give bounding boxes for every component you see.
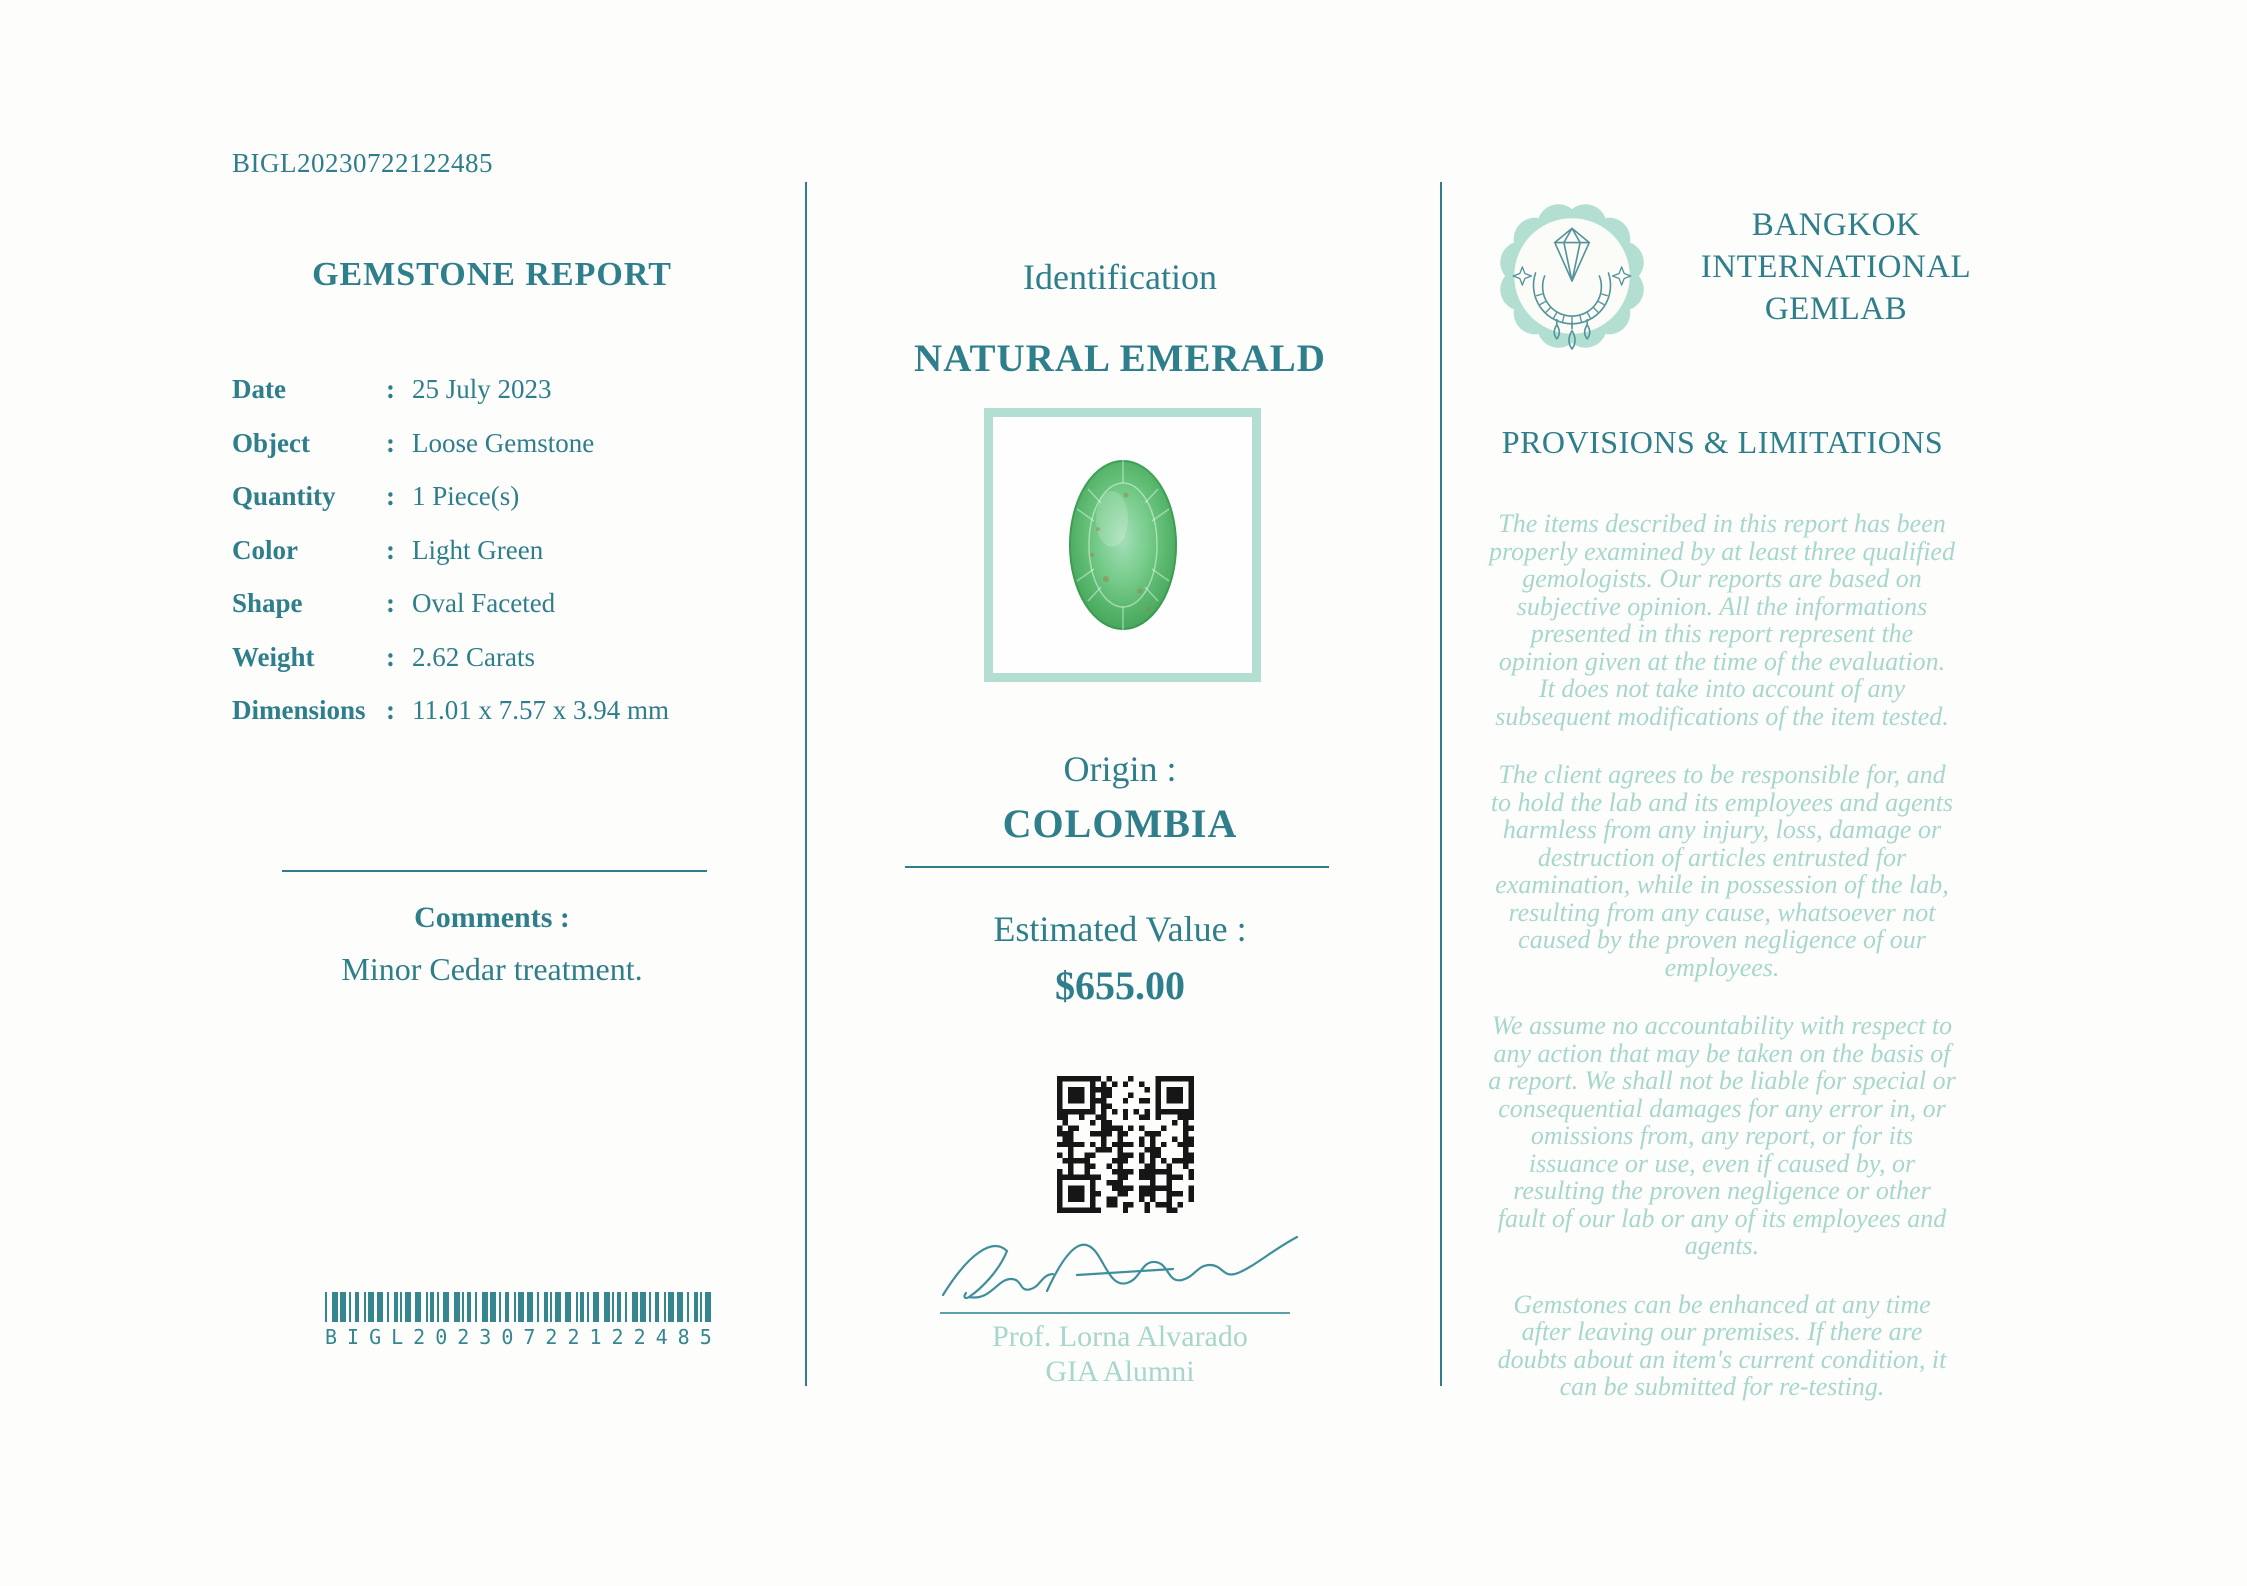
comments-divider-line (282, 870, 707, 872)
signatory-name: Prof. Lorna Alvarado (992, 1320, 1248, 1353)
estimated-value-heading: Estimated Value : (993, 909, 1247, 949)
field-row-weight (232, 642, 752, 696)
comments-heading: Comments : (414, 901, 570, 934)
signature-handwriting (935, 1225, 1305, 1313)
field-label: Date (232, 374, 286, 404)
comments-text: Minor Cedar treatment. (341, 951, 643, 987)
field-label: Color (232, 534, 298, 565)
lab-name: BANGKOK INTERNATIONAL GEMLAB (1700, 207, 1972, 327)
field-row-object (232, 428, 752, 482)
estimated-value-amount: $655.00 (1055, 963, 1185, 1008)
field-row-date (232, 374, 752, 428)
origin-value-divider-line (905, 866, 1329, 868)
field-label: Object (232, 427, 310, 458)
field-row-quantity (232, 481, 752, 535)
gemlab-logo (1496, 196, 1648, 356)
gem-identification-name: NATURAL EMERALD (914, 337, 1326, 380)
provisions-heading: PROVISIONS & LIMITATIONS (1501, 424, 1944, 460)
field-separator: : (386, 588, 395, 618)
gemstone-photo-frame (984, 408, 1261, 682)
field-separator: : (386, 427, 395, 458)
field-value: 2.62 Carats (412, 641, 535, 672)
field-separator: : (386, 641, 395, 672)
field-label: Weight (232, 641, 315, 672)
provisions-paragraph: We assume no accountability with respect to any action that may be taken on the basis of a report. We shall not be liable for special or consequential damages for any error in, or omissions from, any report, or for its issuance or use, even if caused by, or resulting the proven negligence or other fault of our lab or any of its employees and agents. (1488, 1011, 1956, 1260)
origin-value: COLOMBIA (1002, 801, 1238, 846)
signatory-credential: GIA Alumni (1045, 1355, 1195, 1388)
field-row-shape (232, 588, 752, 642)
gemstone-report-title: GEMSTONE REPORT (312, 256, 672, 293)
provisions-paragraph: The client agrees to be responsible for, and to hold the lab and its employees and agents harmless from any injury, loss, damage or destruction of articles entrusted for examination, while in possession of the lab, resulting from any cause, whatsoever not caused by the proven negligence of our employees. (1490, 760, 1954, 982)
field-separator: : (386, 481, 395, 511)
barcode-bars (325, 1292, 713, 1322)
field-separator: : (386, 695, 395, 725)
provisions-paragraph: Gemstones can be enhanced at any time after leaving our premises. If there are doubts about an item's current condition, it can be submitted for re-testing. (1497, 1289, 1947, 1401)
field-value: 11.01 x 7.57 x 3.94 mm (412, 695, 670, 725)
field-row-color (232, 535, 752, 589)
barcode-text: BIGL20230722122485 (325, 1325, 722, 1349)
gemstone-photo (1068, 459, 1178, 631)
field-label: Shape (232, 588, 303, 618)
report-number: BIGL20230722122485 (232, 148, 493, 178)
field-value: 25 July 2023 (412, 374, 552, 404)
field-separator: : (386, 374, 395, 404)
field-label: Quantity (232, 481, 336, 511)
qr-code (1057, 1076, 1194, 1213)
signature-line (940, 1312, 1290, 1314)
report-barcode (325, 1292, 722, 1349)
field-value: Oval Faceted (412, 588, 556, 618)
field-value: 1 Piece(s) (412, 481, 520, 511)
provisions-paragraph: The items described in this report has been properly examined by at least three qualified gemologists. Our reports are based on subjective opinion. All the informations presented in this report represent the opinion given at the time of the evaluation. It does not take into account of any subsequent modifications of the item tested. (1489, 509, 1955, 731)
field-row-dimensions (232, 695, 752, 749)
report-fields-table (232, 374, 752, 749)
field-label: Dimensions (232, 695, 366, 725)
origin-heading: Origin : (1063, 749, 1177, 789)
field-value: Loose Gemstone (412, 427, 595, 458)
column-divider-left (805, 182, 807, 1386)
column-divider-right (1440, 182, 1442, 1386)
field-separator: : (386, 534, 395, 565)
identification-heading: Identification (1023, 257, 1217, 297)
provisions-paragraphs (1488, 510, 1956, 1432)
field-value: Light Green (412, 534, 544, 565)
